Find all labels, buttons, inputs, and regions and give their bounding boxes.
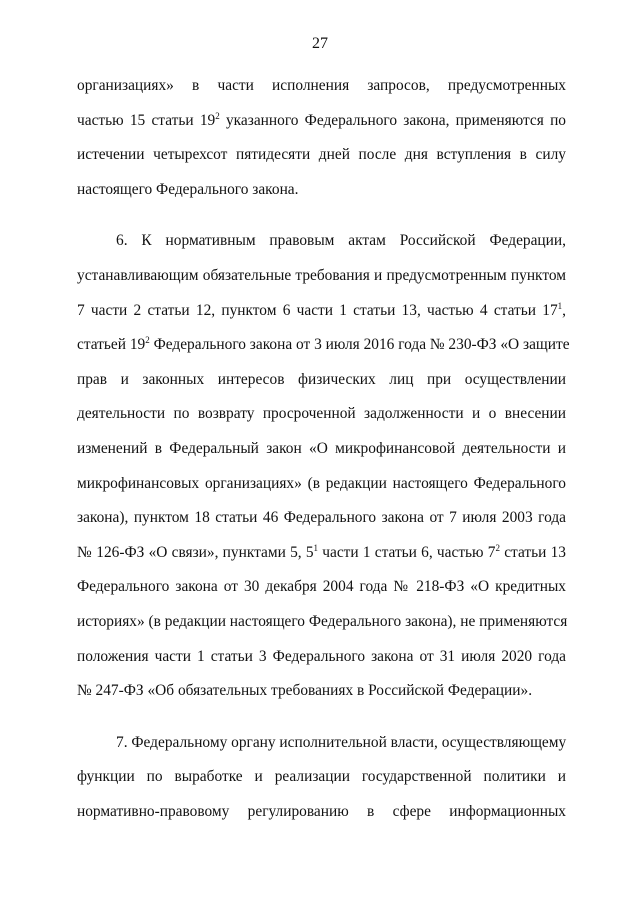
text-line: нормативно-правовому регулированию в сфере информационных: [77, 802, 566, 820]
text-line: 6. К нормативным правовым актам Российской Федерации,: [116, 232, 566, 250]
text-run: статьи 13: [499, 543, 566, 561]
text-line: устанавливающим обязательные требования и предусмотренным пунктом: [77, 266, 566, 284]
text-line: № 247-ФЗ «Об обязательных требованиях в Российской Федерации».: [77, 682, 533, 700]
text-run: статьей 19: [77, 336, 146, 354]
text-line: функции по выработке и реализации государственной политики и: [77, 768, 566, 786]
text-run: указанного Федерального закона, применяются по: [219, 111, 566, 129]
paragraph-spacer: [77, 709, 566, 726]
text-line: Федерального закона от 30 декабря 2004 года № 218-ФЗ «О кредитных: [77, 578, 566, 596]
superscript: 1: [313, 542, 319, 553]
superscript: 1: [557, 300, 563, 311]
text-line: микрофинансовых организациях» (в редакции настоящего Федерального: [77, 474, 566, 492]
text-run: частью 15 статьи 19: [77, 111, 216, 129]
superscript: 2: [145, 335, 150, 346]
text-line: историях» (в редакции настоящего Федерального закона), не применяются: [77, 612, 568, 630]
text-line: [77, 294, 566, 329]
text-line: 7. Федеральному органу исполнительной власти, осуществляющему: [116, 733, 567, 751]
text-line: закона), пунктом 18 статьи 46 Федерального закона от 7 июля 2003 года: [77, 509, 566, 527]
page-number: 27: [312, 35, 328, 52]
text-run: Федерального закона от 3 июля 2016 года № 230-ФЗ «О защите: [149, 336, 570, 354]
paragraph-intro: [77, 69, 566, 207]
text-line: [77, 328, 570, 363]
text-line: изменений в Федеральный закон «О микрофинансовой деятельности и: [77, 439, 566, 457]
superscript: 2: [495, 542, 500, 553]
body-text: [77, 69, 570, 829]
text-line: организациях» в части исполнения запросов, предусмотренных: [77, 77, 566, 94]
text-line: [77, 104, 566, 139]
text-run: ,: [562, 301, 566, 319]
paragraph-6: [77, 224, 570, 708]
text-line: положения части 1 статьи 3 Федерального закона от 31 июля 2020 года: [77, 647, 566, 665]
text-line: [77, 536, 566, 571]
superscript: 2: [215, 110, 220, 121]
text-line: истечении четырехсот пятидесяти дней после дня вступления в силу: [77, 146, 566, 164]
paragraph-7: [77, 726, 566, 830]
paragraph-spacer: [77, 207, 566, 224]
text-run: № 126-ФЗ «О связи», пунктами 5, 5: [77, 543, 314, 561]
text-run: 7 части 2 статьи 12, пунктом 6 части 1 статьи 13, частью 4 статьи 17: [77, 301, 558, 319]
text-line: настоящего Федерального закона.: [77, 180, 299, 198]
text-run: части 1 статьи 6, частью 7: [318, 543, 496, 561]
text-line: прав и законных интересов физических лиц при осуществлении: [77, 370, 566, 388]
text-line: деятельности по возврату просроченной задолженности и о внесении: [77, 405, 566, 423]
